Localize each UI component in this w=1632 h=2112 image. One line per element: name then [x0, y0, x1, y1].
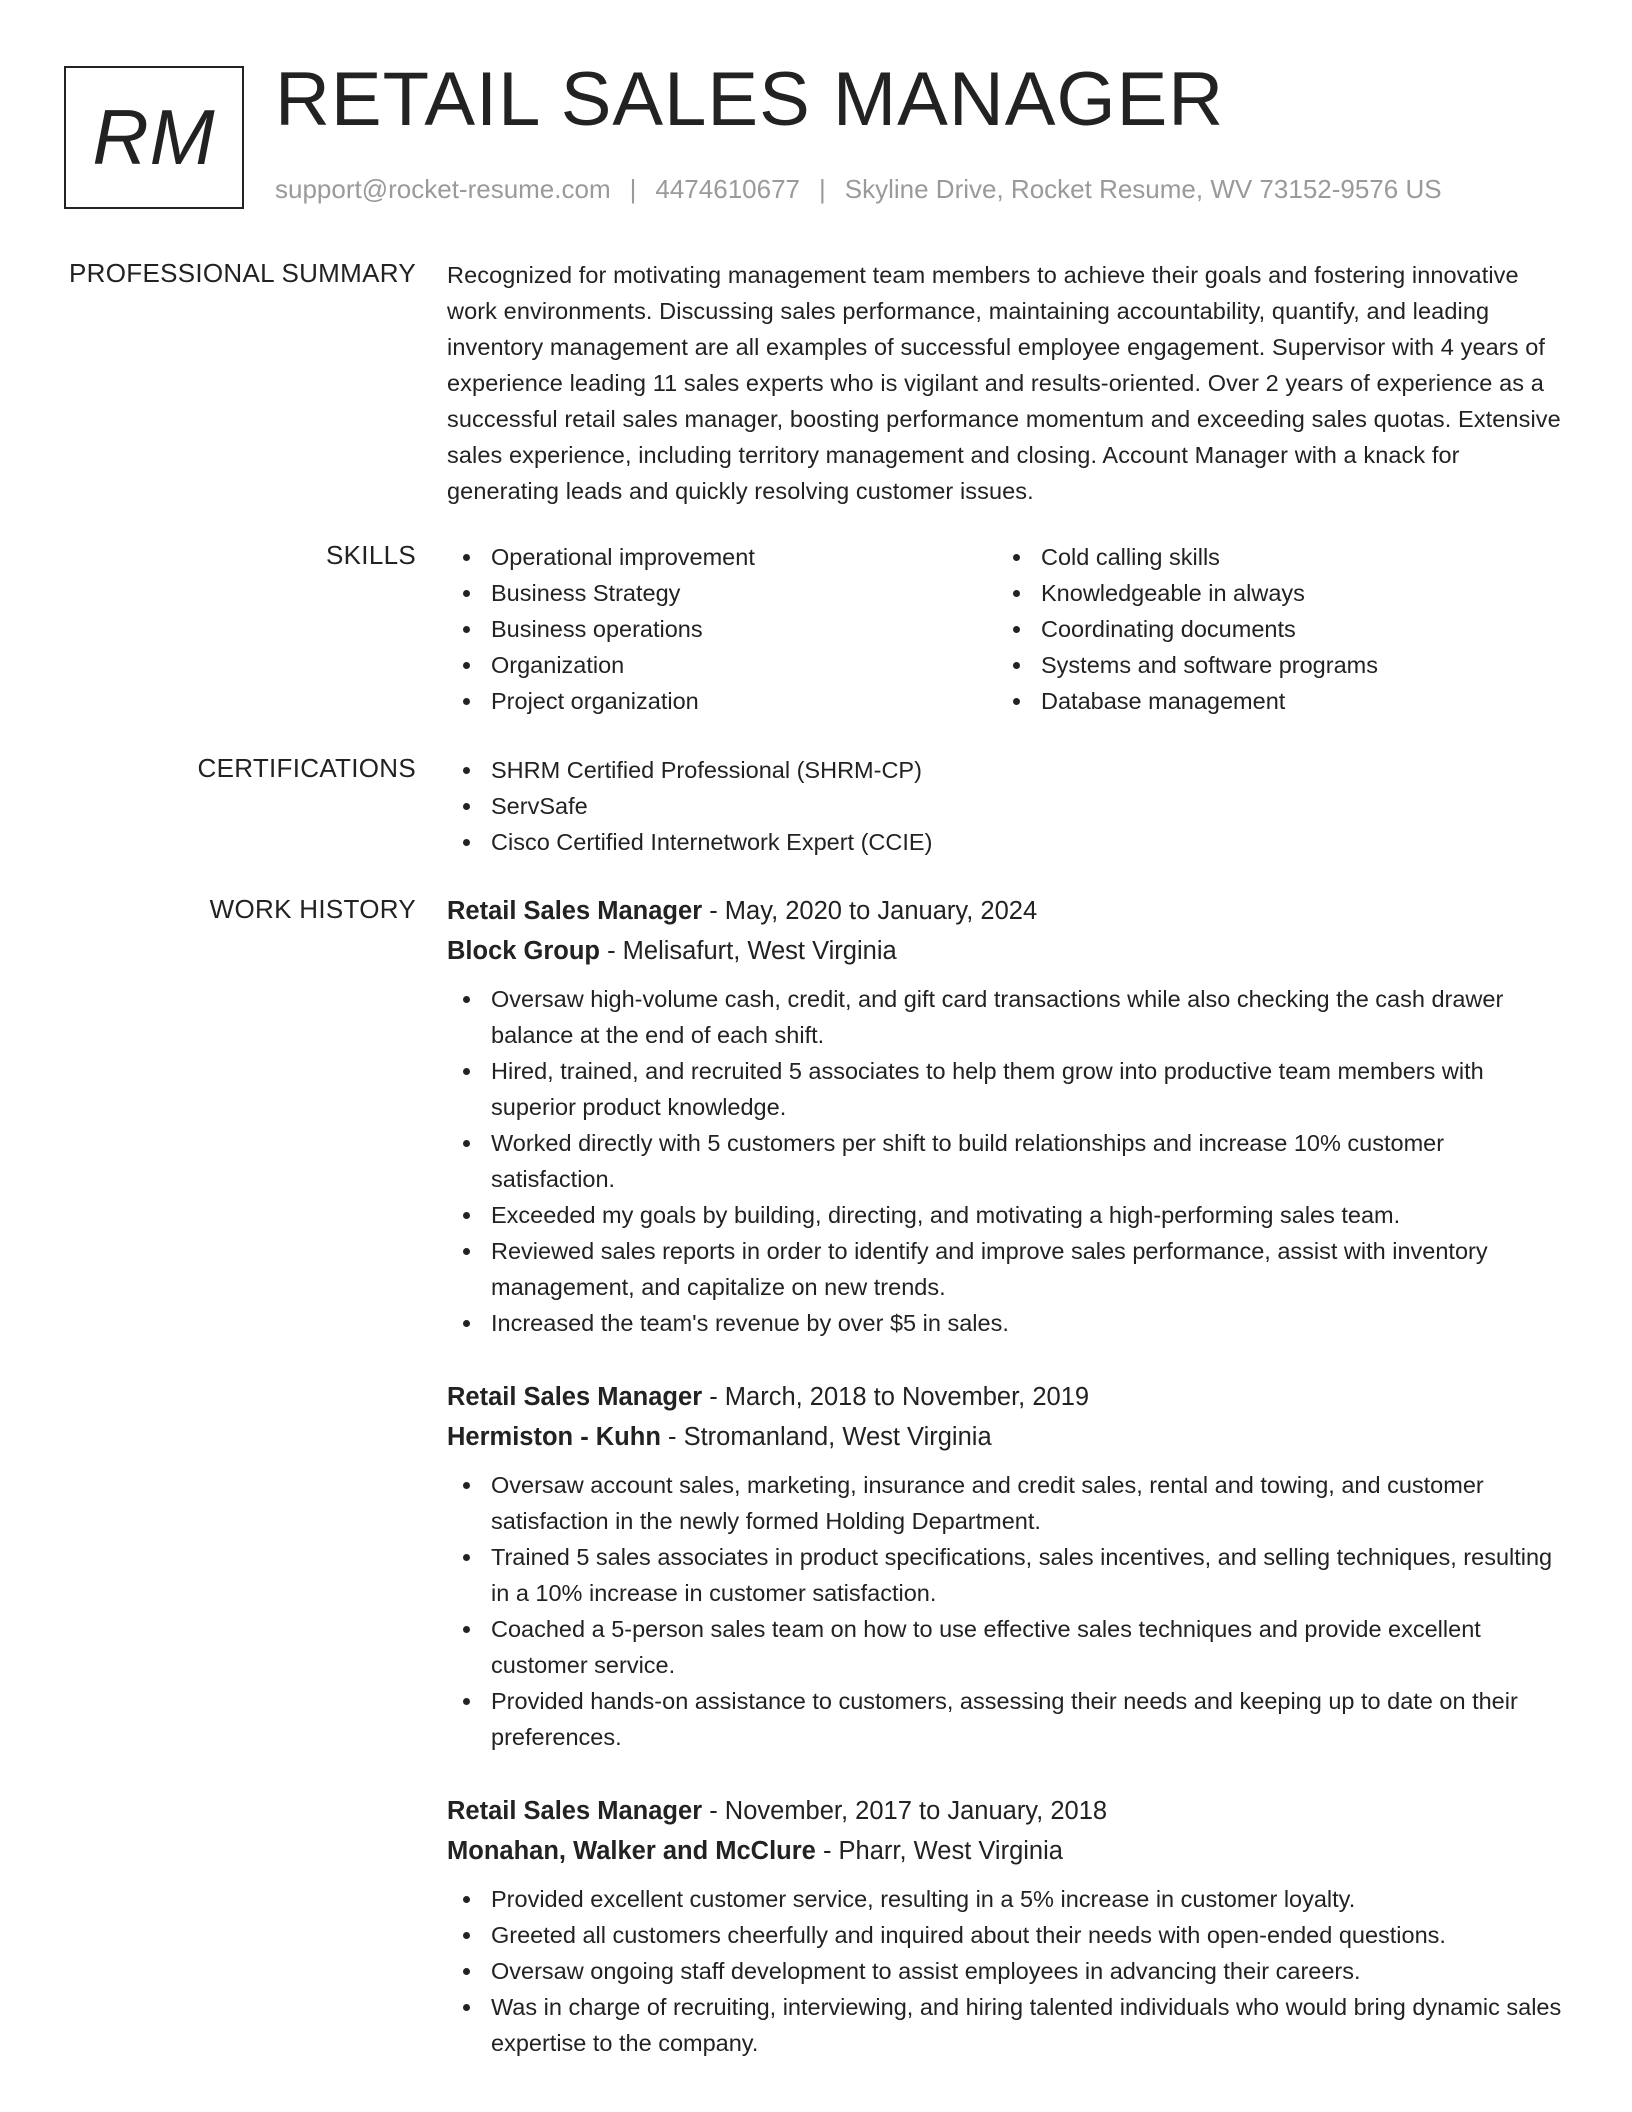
section-label-skills: SKILLS — [326, 540, 416, 570]
duty-item: Greeted all customers cheerfully and inquired about their needs with open-ended questions. — [447, 1917, 1567, 1953]
skill-item: Project organization — [447, 683, 997, 719]
skills-grid — [447, 539, 1567, 719]
skills-list-left — [447, 539, 997, 719]
skill-item: Business operations — [447, 611, 997, 647]
duty-item: Provided hands-on assistance to customers, assessing their needs and keeping up to date on their preferences. — [447, 1683, 1567, 1755]
contact-address: Skyline Drive, Rocket Resume, WV 73152-9576 US — [844, 174, 1442, 204]
certification-item: ServSafe — [447, 788, 1567, 824]
certifications-list — [447, 752, 1567, 860]
job-entry — [447, 1791, 1567, 2061]
summary-text: Recognized for motivating management team members to achieve their goals and fostering innovative work environments. Discussing sales performance, maintaining accountability, quantify, and leading inventory management are all examples of successful employee engagement. Supervisor with 4 years of experience leading 11 sales experts who is vigilant and results-oriented. Over 2 years of experience as a successful retail sales manager, boosting performance momentum and exceeding sales quotas. Extensive sales experience, including territory management and closing. Account Manager with a knack for generating leads and quickly resolving customer issues. — [447, 262, 1561, 504]
skill-item: Cold calling skills — [997, 539, 1547, 575]
resume-title: RETAIL SALES MANAGER — [275, 57, 1225, 142]
job-entry — [447, 1377, 1567, 1755]
skill-item: Database management — [997, 683, 1547, 719]
skill-item: Operational improvement — [447, 539, 997, 575]
job-duties — [447, 1881, 1567, 2061]
skill-item: Coordinating documents — [997, 611, 1547, 647]
job-dates: - March, 2018 to November, 2019 — [702, 1383, 1090, 1411]
duty-item: Oversaw high-volume cash, credit, and gift card transactions while also checking the cash drawer balance at the end of each shift. — [447, 981, 1567, 1053]
skill-item: Organization — [447, 647, 997, 683]
section-label-summary: PROFESSIONAL SUMMARY — [69, 258, 416, 288]
skills-list-right — [997, 539, 1547, 719]
job-location: - Pharr, West Virginia — [815, 1837, 1063, 1865]
duty-item: Trained 5 sales associates in product specifications, sales incentives, and selling techniques, resulting in a 10% increase in customer satisfaction. — [447, 1539, 1567, 1611]
duty-item: Hired, trained, and recruited 5 associates to help them grow into productive team members with superior product knowledge. — [447, 1053, 1567, 1125]
job-duties — [447, 981, 1567, 1341]
job-dates: - May, 2020 to January, 2024 — [702, 897, 1038, 925]
duty-item: Provided excellent customer service, resulting in a 5% increase in customer loyalty. — [447, 1881, 1567, 1917]
job-dates: - November, 2017 to January, 2018 — [702, 1797, 1108, 1825]
contact-line — [275, 174, 1442, 205]
section-label-certifications: CERTIFICATIONS — [197, 753, 416, 783]
job-title-line — [447, 891, 1567, 931]
duty-item: Coached a 5-person sales team on how to use effective sales techniques and provide excellent customer service. — [447, 1611, 1567, 1683]
duty-item: Was in charge of recruiting, interviewing, and hiring talented individuals who would bring dynamic sales expertise to the company. — [447, 1989, 1567, 2061]
job-company: Hermiston - Kuhn — [447, 1423, 661, 1451]
job-title: Retail Sales Manager — [447, 1797, 703, 1825]
certification-item: Cisco Certified Internetwork Expert (CCIE) — [447, 824, 1567, 860]
skill-item: Knowledgeable in always — [997, 575, 1547, 611]
contact-email[interactable]: support@rocket-resume.com — [275, 174, 611, 204]
duty-item: Oversaw ongoing staff development to assist employees in advancing their careers. — [447, 1953, 1567, 1989]
section-label-work-history: WORK HISTORY — [209, 894, 416, 924]
job-duties — [447, 1467, 1567, 1755]
work-history-list — [447, 891, 1567, 2097]
duty-item: Oversaw account sales, marketing, insurance and credit sales, rental and towing, and customer satisfaction in the newly formed Holding Department. — [447, 1467, 1567, 1539]
skill-item: Business Strategy — [447, 575, 997, 611]
job-company: Block Group — [447, 937, 601, 965]
job-title-line — [447, 1791, 1567, 1831]
duty-item: Reviewed sales reports in order to identify and improve sales performance, assist with inventory management, and capitalize on new trends. — [447, 1233, 1567, 1305]
contact-separator: | — [819, 174, 826, 204]
monogram-logo — [64, 66, 244, 209]
monogram-initials: RM — [92, 93, 216, 181]
job-location: - Stromanland, West Virginia — [660, 1423, 992, 1451]
duty-item: Worked directly with 5 customers per shift to build relationships and increase 10% customer satisfaction. — [447, 1125, 1567, 1197]
job-company-line — [447, 1417, 1567, 1457]
skill-item: Systems and software programs — [997, 647, 1547, 683]
contact-phone[interactable]: 4474610677 — [655, 174, 800, 204]
job-company: Monahan, Walker and McClure — [447, 1837, 816, 1865]
job-company-line — [447, 1831, 1567, 1871]
job-title-line — [447, 1377, 1567, 1417]
job-title: Retail Sales Manager — [447, 897, 703, 925]
job-entry — [447, 891, 1567, 1341]
contact-separator: | — [629, 174, 637, 204]
certification-item: SHRM Certified Professional (SHRM-CP) — [447, 752, 1567, 788]
job-title: Retail Sales Manager — [447, 1383, 703, 1411]
duty-item: Increased the team's revenue by over $5 in sales. — [447, 1305, 1567, 1341]
job-location: - Melisafurt, West Virginia — [600, 937, 897, 965]
duty-item: Exceeded my goals by building, directing, and motivating a high-performing sales team. — [447, 1197, 1567, 1233]
job-company-line — [447, 931, 1567, 971]
